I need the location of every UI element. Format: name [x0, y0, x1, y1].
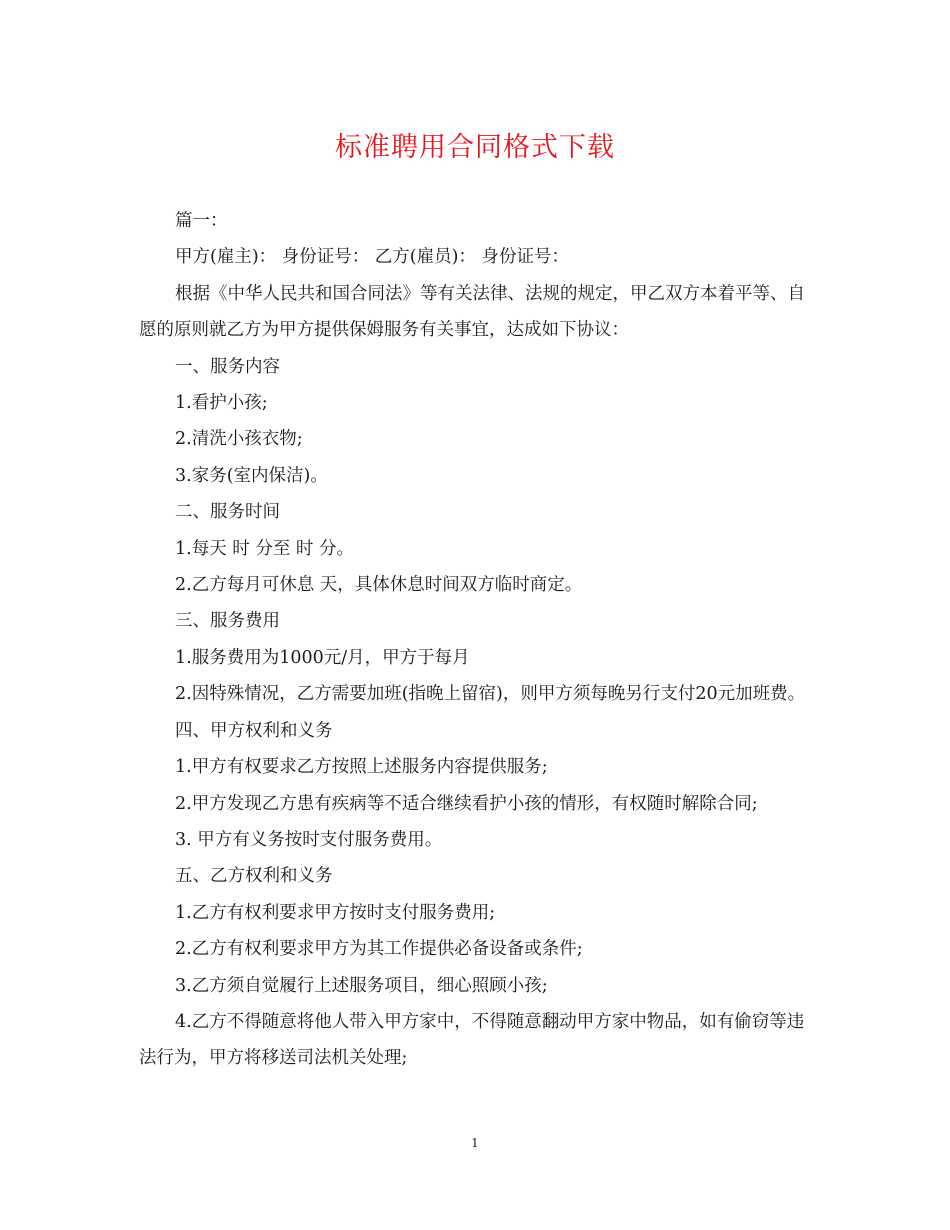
heading-party-b-rights: 五、乙方权利和义务	[175, 866, 333, 887]
clause-item: 3. 甲方有义务按时支付服务费用。	[175, 829, 443, 850]
clause-item: 2.清洗小孩衣物;	[175, 429, 303, 450]
preamble-paragraph: 根据《中华人民共和国合同法》等有关法律、法规的规定，甲乙双方本着平等、自愿的原则就乙方为甲方提供保姆服务有关事宜，达成如下协议：	[139, 283, 805, 341]
clause-item: 1.乙方有权利要求甲方按时支付服务费用;	[175, 902, 496, 923]
clause-item: 2.乙方有权利要求甲方为其工作提供必备设备或条件;	[175, 939, 583, 960]
clause-item: 2.乙方每月可休息 天，具体休息时间双方临时商定。	[175, 575, 583, 596]
clause-item: 3.乙方须自觉履行上述服务项目，细心照顾小孩;	[175, 975, 548, 996]
parties-line: 甲方(雇主)： 身份证号： 乙方(雇员)： 身份证号：	[175, 247, 569, 268]
clause-item: 1.甲方有权要求乙方按照上述服务内容提供服务;	[175, 757, 548, 778]
heading-party-a-rights: 四、甲方权利和义务	[175, 720, 333, 741]
document-title: 标准聘用合同格式下载	[335, 132, 615, 163]
heading-service-content: 一、服务内容	[175, 356, 280, 377]
clause-item: 1.服务费用为1000元/月，甲方于每月	[175, 647, 470, 668]
section-label: 篇一：	[175, 211, 228, 231]
clause-item: 2.因特殊情况，乙方需要加班(指晚上留宿)，则甲方须每晚另行支付20元加班费。	[175, 684, 806, 705]
clause-item: 1.看护小孩;	[175, 393, 268, 414]
clause-item: 4.乙方不得随意将他人带入甲方家中，不得随意翻动甲方家中物品，如有偷窃等违法行为，甲方将移送司法机关处理;	[139, 1011, 805, 1069]
clause-item: 3.家务(室内保洁)。	[175, 465, 328, 486]
heading-service-time: 二、服务时间	[175, 502, 280, 523]
page-number: 1	[471, 1136, 479, 1150]
document-body	[139, 203, 811, 1077]
heading-service-fee: 三、服务费用	[175, 611, 280, 632]
clause-item: 2.甲方发现乙方患有疾病等不适合继续看护小孩的情形，有权随时解除合同;	[175, 793, 758, 814]
clause-item: 1.每天 时 分至 时 分。	[175, 538, 354, 559]
